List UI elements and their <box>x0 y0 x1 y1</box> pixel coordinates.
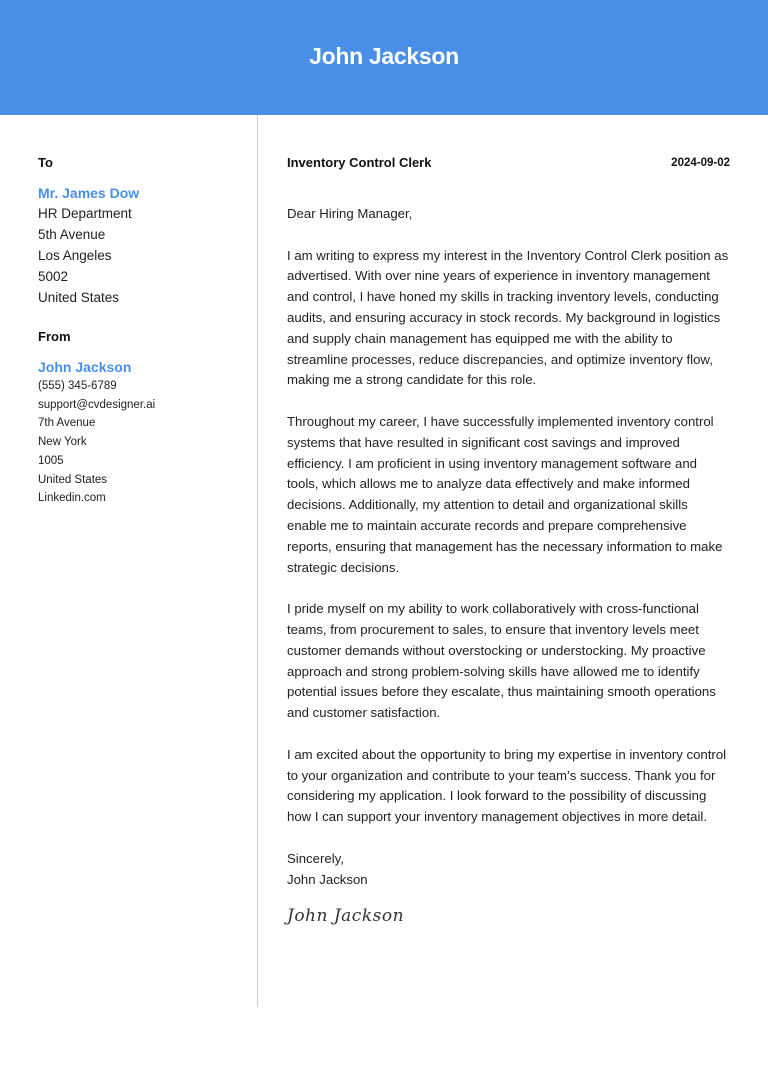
letter-date: 2024-09-02 <box>671 157 730 169</box>
sidebar <box>38 154 243 508</box>
to-label: To <box>38 155 53 170</box>
recipient-section <box>38 154 243 308</box>
recipient-country: United States <box>38 290 120 305</box>
recipient-department: HR Department <box>38 206 132 221</box>
closing-salutation: Sincerely, <box>287 850 344 866</box>
paragraph-collaboration: I pride myself on my ability to work collaboratively with cross-functional teams, from procurement to sales, to ensure that inventory levels meet customer demands without overstocking or understocking. My proactive approach and strong problem-solving skills have allowed me to identify potential issues before they escalate, thus maintaining smooth operations and customer satisfaction. <box>287 601 716 721</box>
applicant-name-heading: John Jackson <box>309 43 459 69</box>
sender-postal-code: 1005 <box>38 454 64 467</box>
sender-email[interactable]: support@cvdesigner.ai <box>38 398 156 411</box>
sender-city: New York <box>38 436 87 449</box>
salutation: Dear Hiring Manager, <box>287 206 413 221</box>
paragraph-intro: I am writing to express my interest in the Inventory Control Clerk position as advertised. With over nine years of experience in inventory management and control, I have honed my skills in tracking inventory levels, conducting audits, and ensuring accuracy in stock records. My background in logistics and supply chain management has equipped me with the ability to streamline processes, reduce discrepancies, and optimize inventory flow, making me a strong candidate for this role. <box>287 247 729 388</box>
recipient-postal-code: 5002 <box>38 269 69 284</box>
sender-name: John Jackson <box>38 359 132 375</box>
from-label: From <box>38 329 71 344</box>
header-banner <box>0 0 768 115</box>
sender-section <box>38 328 243 508</box>
column-divider <box>257 115 258 1007</box>
paragraph-closing: I am excited about the opportunity to bring my expertise in inventory control to your organization and contribute to your team’s success. Thank you for considering my application. I look forward to the possibility of discussing how I can support your inventory management objectives in more detail. <box>287 746 727 825</box>
closing-name: John Jackson <box>287 871 368 887</box>
job-title: Inventory Control Clerk <box>287 155 432 170</box>
sender-country: United States <box>38 473 108 486</box>
recipient-city: Los Angeles <box>38 248 112 263</box>
paragraph-experience: Throughout my career, I have successfully implemented inventory control systems that have resulted in significant cost savings and improved efficiency. I am proficient in using inventory management software and tools, which allows me to analyze data effectively and make informed decisions. Additionally, my attention to detail and organizational skills enable me to maintain accurate records and prepare comprehensive reports, ensuring that management has the necessary information to make strategic decisions. <box>287 413 723 575</box>
letter-body <box>287 204 730 928</box>
sender-linkedin[interactable]: Linkedin.com <box>38 492 106 505</box>
sender-street: 7th Avenue <box>38 417 96 430</box>
recipient-name: Mr. James Dow <box>38 185 140 201</box>
handwritten-signature: John Jackson <box>287 906 405 927</box>
recipient-street: 5th Avenue <box>38 227 106 242</box>
sender-phone[interactable]: (555) 345-6789 <box>38 380 117 392</box>
